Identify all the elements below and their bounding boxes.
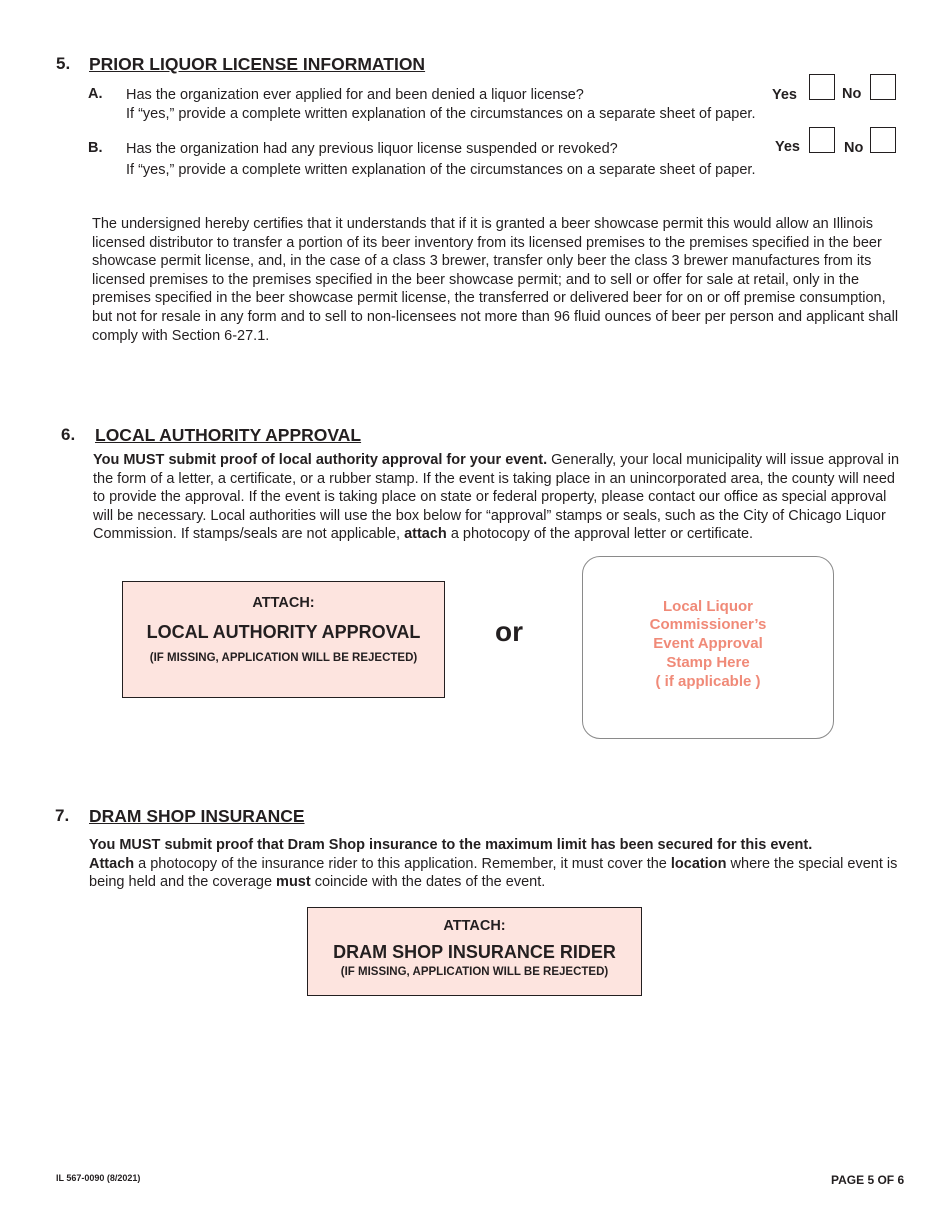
- question-b-letter: B.: [88, 140, 103, 156]
- section-5-number: 5.: [56, 54, 71, 73]
- section-6-attach-word: attach: [404, 526, 447, 543]
- section-7-attach-word: Attach: [89, 855, 135, 872]
- section-7-must-word: must: [276, 874, 311, 891]
- section-6-outro-text: a photocopy of the approval letter or certificate.: [446, 526, 754, 543]
- question-a-no-label: No: [842, 86, 862, 102]
- question-a-letter: A.: [88, 86, 103, 102]
- page-number: PAGE 5 OF 6: [831, 1173, 905, 1187]
- section-7-text-3: coincide with the dates of the event.: [310, 874, 546, 891]
- section-5-title: PRIOR LIQUOR LICENSE INFORMATION: [89, 54, 426, 74]
- local-authority-attach-box: [122, 581, 445, 698]
- question-a-subtext: If “yes,” provide a complete written explanation of the circumstances on a separate sheet of paper.: [126, 106, 756, 122]
- section-6-title: LOCAL AUTHORITY APPROVAL: [95, 425, 362, 445]
- section-7-title: DRAM SHOP INSURANCE: [89, 806, 305, 826]
- question-a-yes-checkbox[interactable]: [809, 74, 835, 100]
- question-b-text: [126, 140, 806, 180]
- local-authority-attach-note: (IF MISSING, APPLICATION WILL BE REJECTED): [149, 652, 418, 664]
- section-7-location-word: location: [670, 855, 727, 872]
- question-b-yes-label: Yes: [775, 139, 800, 155]
- section-7-instructions: [89, 836, 905, 892]
- question-a-yes-label: Yes: [772, 87, 797, 103]
- stamp-line-3: Event Approval: [653, 635, 763, 653]
- section-6-intro-bold: You MUST submit proof of local authority approval for your event.: [93, 452, 548, 468]
- stamp-line-4: Stamp Here: [666, 653, 750, 671]
- stamp-line-1: Local Liquor: [663, 597, 753, 615]
- section-6-intro-text: Generally, your local municipality will issue approval in the form of a letter, a certificate, or a rubber stamp. If the event is taking place in an unincorporated area, the county will need to provide the approval. If the event is taking place on state or federal property, please contact our office as special approval will be necessary. Local authorities will use the box below for “approval” stamps or seals, such as the City of Chicago Liquor Commission. If stamps/seals are not applicable,: [93, 452, 900, 543]
- section-7-text-1: a photocopy of the insurance rider to this application. Remember, it must cover the: [134, 855, 671, 872]
- question-b-subtext: If “yes,” provide a complete written explanation of the circumstances on a separate sheet of paper.: [126, 162, 756, 178]
- question-b-no-checkbox[interactable]: [870, 127, 896, 153]
- form-id: IL 567-0090 (8/2021): [56, 1173, 141, 1183]
- section-6-number: 6.: [61, 425, 76, 444]
- dram-shop-attach-title: DRAM SHOP INSURANCE RIDER: [333, 942, 616, 962]
- question-b-no-label: No: [844, 140, 864, 156]
- question-b-yes-checkbox[interactable]: [809, 127, 835, 153]
- question-a-text: [126, 86, 806, 124]
- question-a-main: Has the organization ever applied for and been denied a liquor license?: [126, 87, 584, 103]
- or-separator: or: [495, 616, 523, 647]
- question-b-main: Has the organization had any previous liquor license suspended or revoked?: [126, 141, 618, 157]
- dram-shop-attach-box: [307, 907, 642, 996]
- stamp-line-2: Commissioner’s: [649, 616, 767, 634]
- section-7-bold-line: You MUST submit proof that Dram Shop insurance to the maximum limit has been secured for this event.: [89, 837, 813, 853]
- local-authority-attach-heading: ATTACH:: [252, 595, 315, 611]
- dram-shop-attach-note: (IF MISSING, APPLICATION WILL BE REJECTED): [340, 966, 609, 978]
- certification-paragraph: The undersigned hereby certifies that it understands that if it is granted a beer showcase permit this would allow an Illinois licensed distributor to transfer a portion of its beer inventory from its licensed premises to the premises specified in the beer showcase permit license, and, in the case of a class 3 brewer, transfer only beer the class 3 brewer manufactures from its licensed premises to the premises specified in the beer showcase permit; and to sell or offer for sale at retail, only in the premises specified in the beer showcase permit license, the transferred or delivered beer for on or off premise consumption, but not for resale in any form and to sell to non-licensees not more than 96 fluid ounces of beer per person and applicant shall comply with Section 6-27.1.: [92, 216, 899, 344]
- section-7-number: 7.: [55, 806, 70, 825]
- section-7-text-2: where the special event is being held and the coverage: [89, 855, 898, 891]
- section-6-instructions: [93, 451, 905, 544]
- stamp-line-5: ( if applicable ): [655, 672, 761, 690]
- dram-shop-attach-heading: ATTACH:: [443, 918, 506, 934]
- question-a-no-checkbox[interactable]: [870, 74, 896, 100]
- local-authority-attach-title: LOCAL AUTHORITY APPROVAL: [146, 622, 421, 642]
- commissioner-stamp-box: [582, 556, 834, 739]
